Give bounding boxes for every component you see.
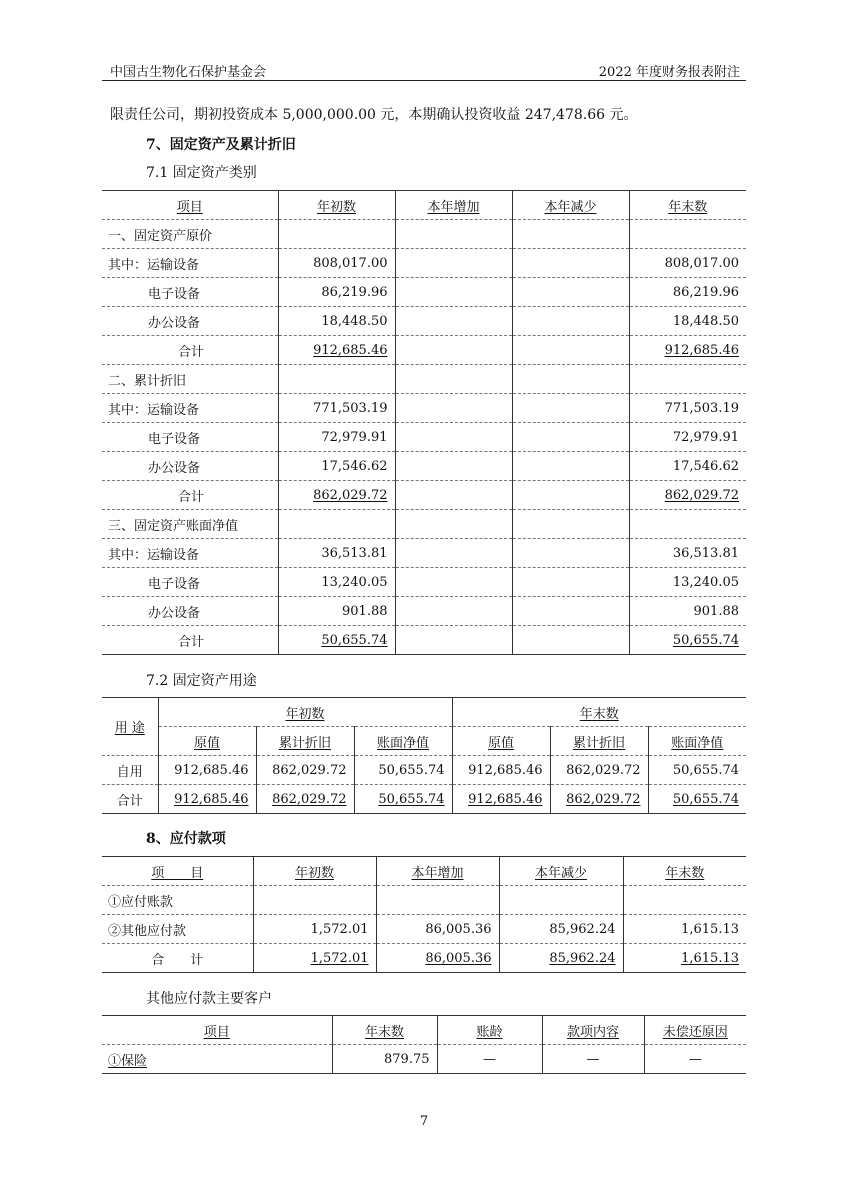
table-row: [102, 597, 746, 626]
cell-value: 50,655.74: [354, 756, 452, 785]
col-header-item: 项 目: [102, 857, 253, 886]
row-label: 二、累计折旧: [102, 365, 278, 394]
cell-value: 72,979.91: [629, 423, 746, 452]
table-row: [102, 510, 746, 539]
col-header-end: 年末数: [332, 1016, 437, 1045]
row-label: ①保险: [102, 1045, 332, 1074]
table-group-header-row: [102, 698, 746, 727]
cell-value: 771,503.19: [629, 394, 746, 423]
cell-value: 86,005.36: [376, 944, 499, 973]
cell-value: 901.88: [629, 597, 746, 626]
cell-value: 862,029.72: [278, 481, 395, 510]
col-header-increase: 本年增加: [376, 857, 499, 886]
col-header-decrease: 本年减少: [512, 191, 629, 220]
cell-value: 912,685.46: [452, 756, 550, 785]
row-label: 三、固定资产账面净值: [102, 510, 278, 539]
cell-value: 771,503.19: [278, 394, 395, 423]
col-group-end: 年末数: [452, 698, 746, 727]
cell-value: 50,655.74: [648, 785, 746, 814]
row-label: 合 计: [102, 944, 253, 973]
col-header-begin: 年初数: [253, 857, 376, 886]
section-7-title: 7、固定资产及累计折旧: [146, 137, 296, 153]
table-header-row: [102, 857, 746, 886]
row-label: 办公设备: [102, 452, 278, 481]
header-report-title: 2022 年度财务报表附注: [598, 65, 740, 80]
cell-value: —: [542, 1045, 644, 1074]
row-label: 电子设备: [102, 278, 278, 307]
cell-value: 36,513.81: [278, 539, 395, 568]
table-row: [102, 539, 746, 568]
col-group-begin: 年初数: [158, 698, 452, 727]
fixed-asset-category-table: [102, 190, 746, 655]
row-label: 合计: [102, 785, 158, 814]
page-number: 7: [419, 1114, 429, 1129]
cell-value: 17,546.62: [278, 452, 395, 481]
cell-value: 901.88: [278, 597, 395, 626]
table-row: [102, 394, 746, 423]
table-header-row: [102, 1016, 746, 1045]
col-header-content: 款项内容: [542, 1016, 644, 1045]
cell-value: 1,572.01: [253, 944, 376, 973]
row-label: 办公设备: [102, 597, 278, 626]
section-7-2-title: 7.2 固定资产用途: [146, 673, 257, 689]
table-row: [102, 278, 746, 307]
row-label: 其中：运输设备: [102, 249, 278, 278]
row-label: ①应付账款: [102, 886, 253, 915]
row-label: 办公设备: [102, 307, 278, 336]
table-row: [102, 423, 746, 452]
page-header: [102, 58, 746, 81]
col-header-decrease: 本年减少: [499, 857, 623, 886]
cell-value: 1,615.13: [623, 944, 746, 973]
cell-value: 50,655.74: [278, 626, 395, 655]
cell-value: 1,615.13: [623, 915, 746, 944]
col-header-depreciation: 累计折旧: [256, 727, 354, 756]
row-label: 电子设备: [102, 568, 278, 597]
row-label: ②其他应付款: [102, 915, 253, 944]
row-label: 合计: [102, 336, 278, 365]
cell-value: 13,240.05: [278, 568, 395, 597]
col-header-end: 年末数: [629, 191, 746, 220]
col-header-begin: 年初数: [278, 191, 395, 220]
cell-value: —: [644, 1045, 746, 1074]
row-label: 自用: [102, 756, 158, 785]
other-payables-table: [102, 1015, 746, 1074]
cell-value: 17,546.62: [629, 452, 746, 481]
col-header-net: 账面净值: [354, 727, 452, 756]
payables-table: [102, 856, 746, 973]
table-row: [102, 886, 746, 915]
cell-value: 879.75: [332, 1045, 437, 1074]
table-row: [102, 1045, 746, 1074]
cell-value: 86,005.36: [376, 915, 499, 944]
intro-paragraph: 限责任公司，期初投资成本 5,000,000.00 元，本期确认投资收益 247,478.66 元。: [110, 107, 638, 123]
col-header-depreciation: 累计折旧: [550, 727, 648, 756]
cell-value: 86,219.96: [629, 278, 746, 307]
cell-value: 862,029.72: [256, 785, 354, 814]
row-label: 电子设备: [102, 423, 278, 452]
table-row-total: [102, 626, 746, 655]
other-payables-title: 其他应付款主要客户: [146, 991, 272, 1007]
table-row-total: [102, 481, 746, 510]
table-row: [102, 249, 746, 278]
col-header-net: 账面净值: [648, 727, 746, 756]
row-label: 合计: [102, 626, 278, 655]
cell-value: 808,017.00: [629, 249, 746, 278]
cell-value: 912,685.46: [278, 336, 395, 365]
cell-value: 50,655.74: [629, 626, 746, 655]
row-label: 合计: [102, 481, 278, 510]
row-label: 其中：运输设备: [102, 539, 278, 568]
table-row: [102, 568, 746, 597]
cell-value: 85,962.24: [499, 915, 623, 944]
cell-value: 18,448.50: [278, 307, 395, 336]
col-header-increase: 本年增加: [395, 191, 512, 220]
cell-value: 808,017.00: [278, 249, 395, 278]
cell-value: —: [437, 1045, 542, 1074]
table-row: [102, 365, 746, 394]
row-label: 一、固定资产原价: [102, 220, 278, 249]
cell-value: 85,962.24: [499, 944, 623, 973]
section-8-title: 8、应付款项: [146, 831, 226, 847]
col-header-original: 原值: [158, 727, 256, 756]
cell-value: 862,029.72: [550, 785, 648, 814]
col-header-use: 用 途: [102, 698, 158, 756]
table-row-total: [102, 336, 746, 365]
table-header-row: [102, 191, 746, 220]
cell-value: 912,685.46: [452, 785, 550, 814]
cell-value: 13,240.05: [629, 568, 746, 597]
col-header-item: 项目: [102, 191, 278, 220]
fixed-asset-usage-table: [102, 697, 746, 814]
table-row: [102, 307, 746, 336]
table-row: [102, 915, 746, 944]
col-header-age: 账龄: [437, 1016, 542, 1045]
row-label: 其中：运输设备: [102, 394, 278, 423]
col-header-end: 年末数: [623, 857, 746, 886]
table-row: [102, 452, 746, 481]
cell-value: 72,979.91: [278, 423, 395, 452]
table-row: [102, 756, 746, 785]
cell-value: 86,219.96: [278, 278, 395, 307]
cell-value: 912,685.46: [629, 336, 746, 365]
col-header-reason: 未偿还原因: [644, 1016, 746, 1045]
cell-value: 36,513.81: [629, 539, 746, 568]
table-row-total: [102, 785, 746, 814]
cell-value: 1,572.01: [253, 915, 376, 944]
cell-value: 912,685.46: [158, 785, 256, 814]
cell-value: 862,029.72: [629, 481, 746, 510]
col-header-item: 项目: [102, 1016, 332, 1045]
cell-value: 912,685.46: [158, 756, 256, 785]
cell-value: 862,029.72: [550, 756, 648, 785]
cell-value: 50,655.74: [354, 785, 452, 814]
table-row-total: [102, 944, 746, 973]
section-7-1-title: 7.1 固定资产类别: [146, 165, 257, 181]
col-header-original: 原值: [452, 727, 550, 756]
table-subheader-row: [102, 727, 746, 756]
table-row: [102, 220, 746, 249]
cell-value: 862,029.72: [256, 756, 354, 785]
cell-value: 50,655.74: [648, 756, 746, 785]
cell-value: 18,448.50: [629, 307, 746, 336]
header-org-name: 中国古生物化石保护基金会: [110, 65, 267, 80]
